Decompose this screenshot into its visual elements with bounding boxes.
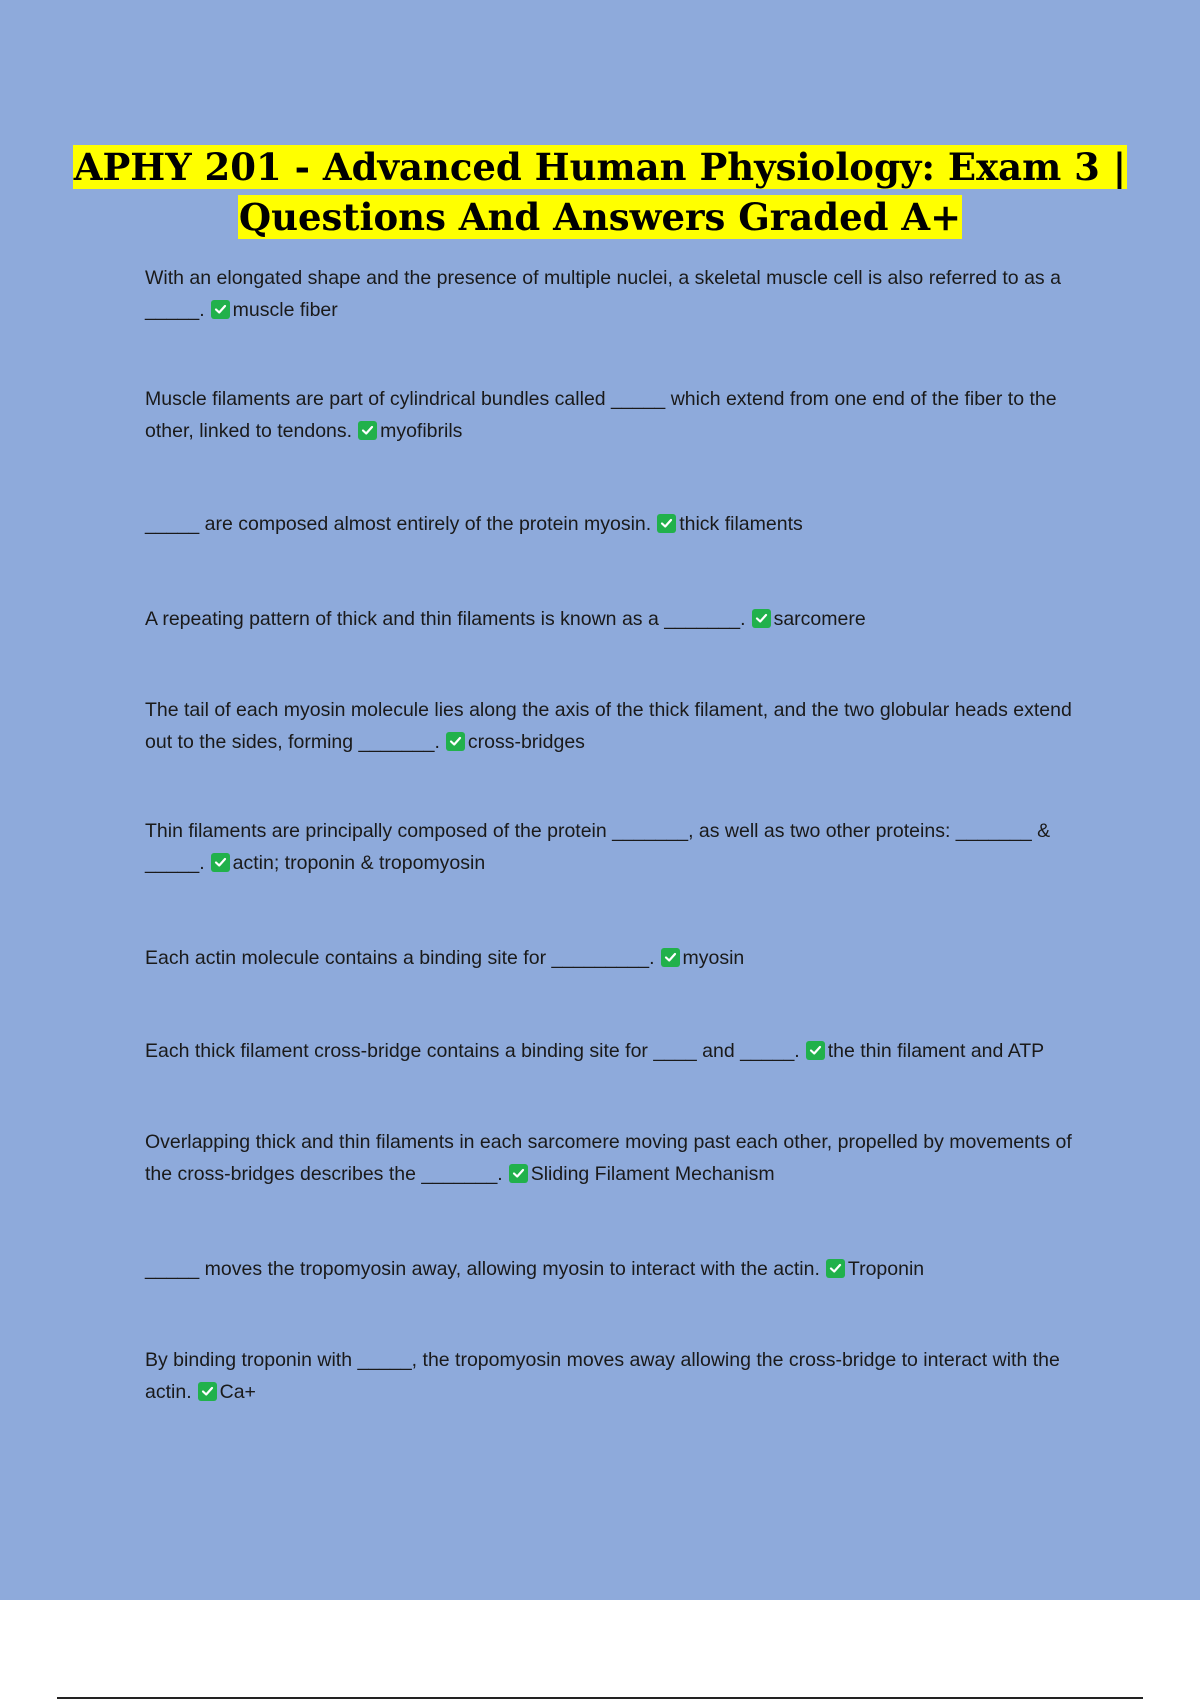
question-text: _____ moves the tropomyosin away, allowing myosin to interact with the actin.: [145, 1258, 820, 1280]
answer-text: actin; troponin & tropomyosin: [232, 852, 486, 874]
checkmark-icon: [752, 609, 771, 628]
checkmark-icon: [198, 1382, 217, 1401]
checkmark-icon: [211, 300, 230, 319]
question-text: By binding troponin with _____, the tropomyosin moves away allowing the cross-bridge to interact with the actin.: [145, 1349, 1060, 1403]
answer-text: the thin filament and ATP: [827, 1040, 1045, 1062]
answer-text: Ca+: [219, 1381, 256, 1403]
qa-item: [145, 694, 1085, 758]
question-text: The tail of each myosin molecule lies along the axis of the thick filament, and the two globular heads extend out to the sides, forming _______.: [145, 699, 1072, 753]
question-text: Each actin molecule contains a binding site for _________.: [145, 947, 655, 969]
answer-text: cross-bridges: [467, 731, 585, 753]
qa-item: [145, 815, 1085, 879]
qa-item: [145, 1253, 1085, 1285]
checkmark-icon: [657, 514, 676, 533]
answer-text: myosin: [682, 947, 745, 969]
question-text: Each thick filament cross-bridge contains a binding site for ____ and _____.: [145, 1040, 800, 1062]
answer-text: sarcomere: [773, 608, 866, 630]
qa-item: [145, 508, 1085, 540]
question-text: Muscle filaments are part of cylindrical bundles called _____ which extend from one end of the fiber to the other, linked to tendons.: [145, 388, 1057, 442]
document-title: [0, 142, 1200, 242]
checkmark-icon: [826, 1259, 845, 1278]
question-text: A repeating pattern of thick and thin filaments is known as a _______.: [145, 608, 746, 630]
qa-item: [145, 262, 1085, 326]
qa-item: [145, 942, 1085, 974]
checkmark-icon: [509, 1164, 528, 1183]
answer-text: myofibrils: [380, 420, 463, 442]
qa-item: [145, 1035, 1085, 1067]
answer-text: Sliding Filament Mechanism: [530, 1163, 775, 1185]
answer-text: Troponin: [847, 1258, 925, 1280]
question-text: Thin filaments are principally composed of the protein _______, as well as two other proteins: _______ & _____.: [145, 820, 1051, 874]
qa-item: [145, 1126, 1085, 1190]
checkmark-icon: [211, 853, 230, 872]
footer-rule: [57, 1697, 1143, 1699]
title-line-1: APHY 201 - Advanced Human Physiology: Exam 3 |: [73, 145, 1127, 189]
answer-text: muscle fiber: [232, 299, 338, 321]
question-text: Overlapping thick and thin filaments in each sarcomere moving past each other, propelled by movements of the cross-bridges describes the _______.: [145, 1131, 1072, 1185]
title-line-2: Questions And Answers Graded A+: [238, 195, 962, 239]
qa-item: [145, 1344, 1085, 1408]
answer-text: thick filaments: [679, 513, 803, 535]
question-text: With an elongated shape and the presence of multiple nuclei, a skeletal muscle cell is also referred to as a _____.: [145, 267, 1061, 321]
checkmark-icon: [661, 948, 680, 967]
question-text: _____ are composed almost entirely of the protein myosin.: [145, 513, 652, 535]
qa-item: [145, 603, 1085, 635]
checkmark-icon: [806, 1041, 825, 1060]
qa-item: [145, 383, 1085, 447]
checkmark-icon: [358, 421, 377, 440]
checkmark-icon: [446, 732, 465, 751]
